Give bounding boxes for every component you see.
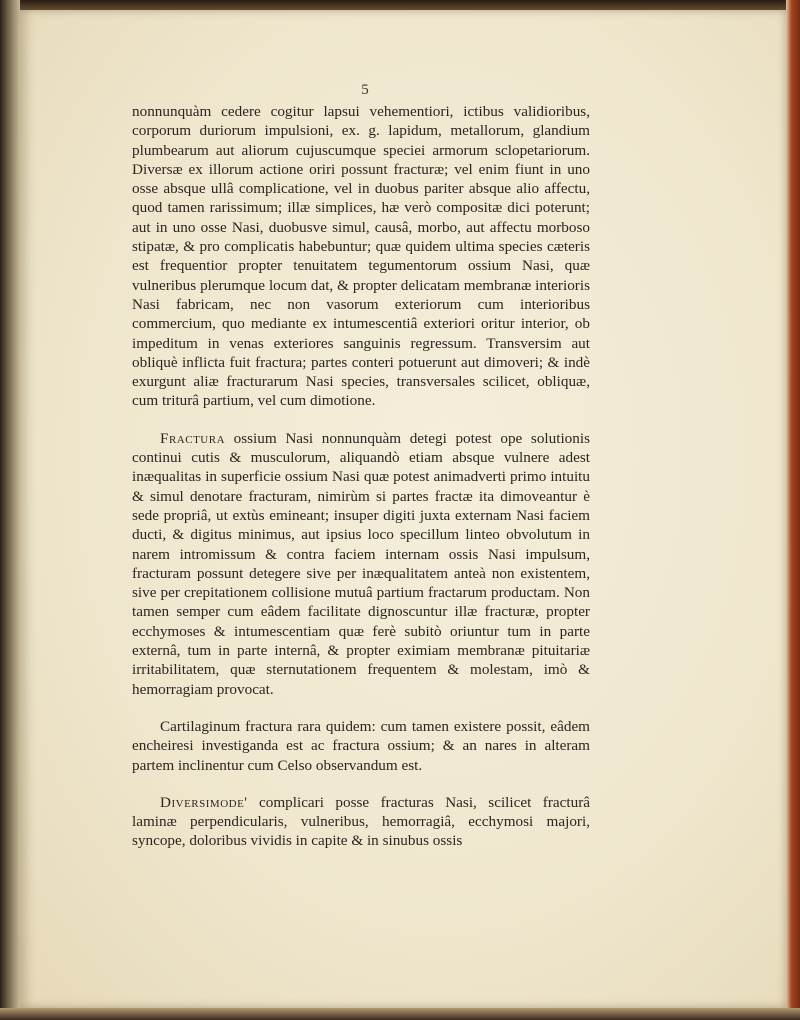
paragraph-4 <box>132 793 590 851</box>
paragraph-text: complicari posse fracturas Nasi, scilicet fracturâ laminæ perpendicularis, vulneribus, hemorragiâ, ecchymosi majori, syncope, doloribus vividis in capite & in sinubus ossis <box>132 793 590 850</box>
book-edge-right <box>786 0 800 1020</box>
paragraph-3 <box>132 717 590 775</box>
book-spine <box>0 0 20 1020</box>
text-block <box>132 102 590 851</box>
paragraph-text: nonnunquàm cedere cogitur lapsui vehementiori, ictibus validioribus, corporum duriorum impulsioni, ex. g. lapidum, metallorum, glandium plumbearum aut aliorum cujuscumque speciei armorum sclopetariorum. Diversæ ex illorum actione oriri possunt fracturæ; vel enim fiunt in uno osse absque ullâ complicatione, vel in duobus pariter absque alio affectu, quod tamen rarissimum; illæ simplices, hæ verò compositæ dici poterunt; aut in uno osse Nasi, duobusve simul, causâ, morbo, aut affectu morboso stipatæ, & pro complicatis habebuntur; quæ quidem ultima species cæteris est frequentior propter tenuitatem tegumentorum ossium Nasi, quæ vulneribus plerumque locum dat, & propter delicatam membranæ interioris Nasi fabricam, nec non vasorum exteriorum cum interioribus commercium, quo mediante ex intumescentiâ exteriori oritur interior, ob impeditum in venas exteriores sanguinis regressum. Transversim aut obliquè inflicta fuit fractura; partes conteri potuerunt aut dimoveri; & indè exurgunt aliæ fracturarum Nasi species, transversales scilicet, obliquæ, cum triturâ partium, vel cum dimotione. <box>132 103 590 410</box>
page-number: 5 <box>361 82 369 98</box>
paragraph-text: ossium Nasi nonnunquàm detegi potest ope solutionis continui cutis & musculorum, aliquandò etiam absque vulnere adest inæqualitas in superficie ossium Nasi quæ potest animadverti primo intuitu & simul denotare fracturam, nimirùm si partes fractæ ita dimoveantur è sede propriâ, ut extùs emineant; insuper digiti juxta externam Nasi faciem ducti, & digitus minimus, aut ipsius loco specillum linteo obvolutum in narem intromissum & contra faciem internam ossis Nasi impulsum, fracturam possunt detegere sive per inæqualitatem anteà non existentem, sive per crepitationem collisione mutuâ partium fractarum productam. Non tamen semper cum eâdem facilitate dignoscuntur illæ fracturæ, propter ecchymoses & intumescentiam quæ ferè subitò oriuntur tum in parte externâ, tum in parte internâ, & propter eximiam membranæ pituitariæ irritabilitatem, quæ sternutationem frequentem & molestam, imò & hemorragiam provocat. <box>132 429 590 698</box>
paragraph-lead: Fractura <box>160 429 226 447</box>
page-sheet <box>20 10 786 1008</box>
book-edge-bottom <box>0 1008 800 1020</box>
paragraph-lead: Diversimode' <box>160 793 248 811</box>
paragraph-text: Cartilaginum fractura rara quidem: cum tamen existere possit, eâdem encheiresi investiganda est ac fractura ossium; & an nares in alteram partem inclinentur cum Celso observandum est. <box>132 717 590 774</box>
paragraph-1 <box>132 102 590 411</box>
paragraph-2 <box>132 429 590 699</box>
